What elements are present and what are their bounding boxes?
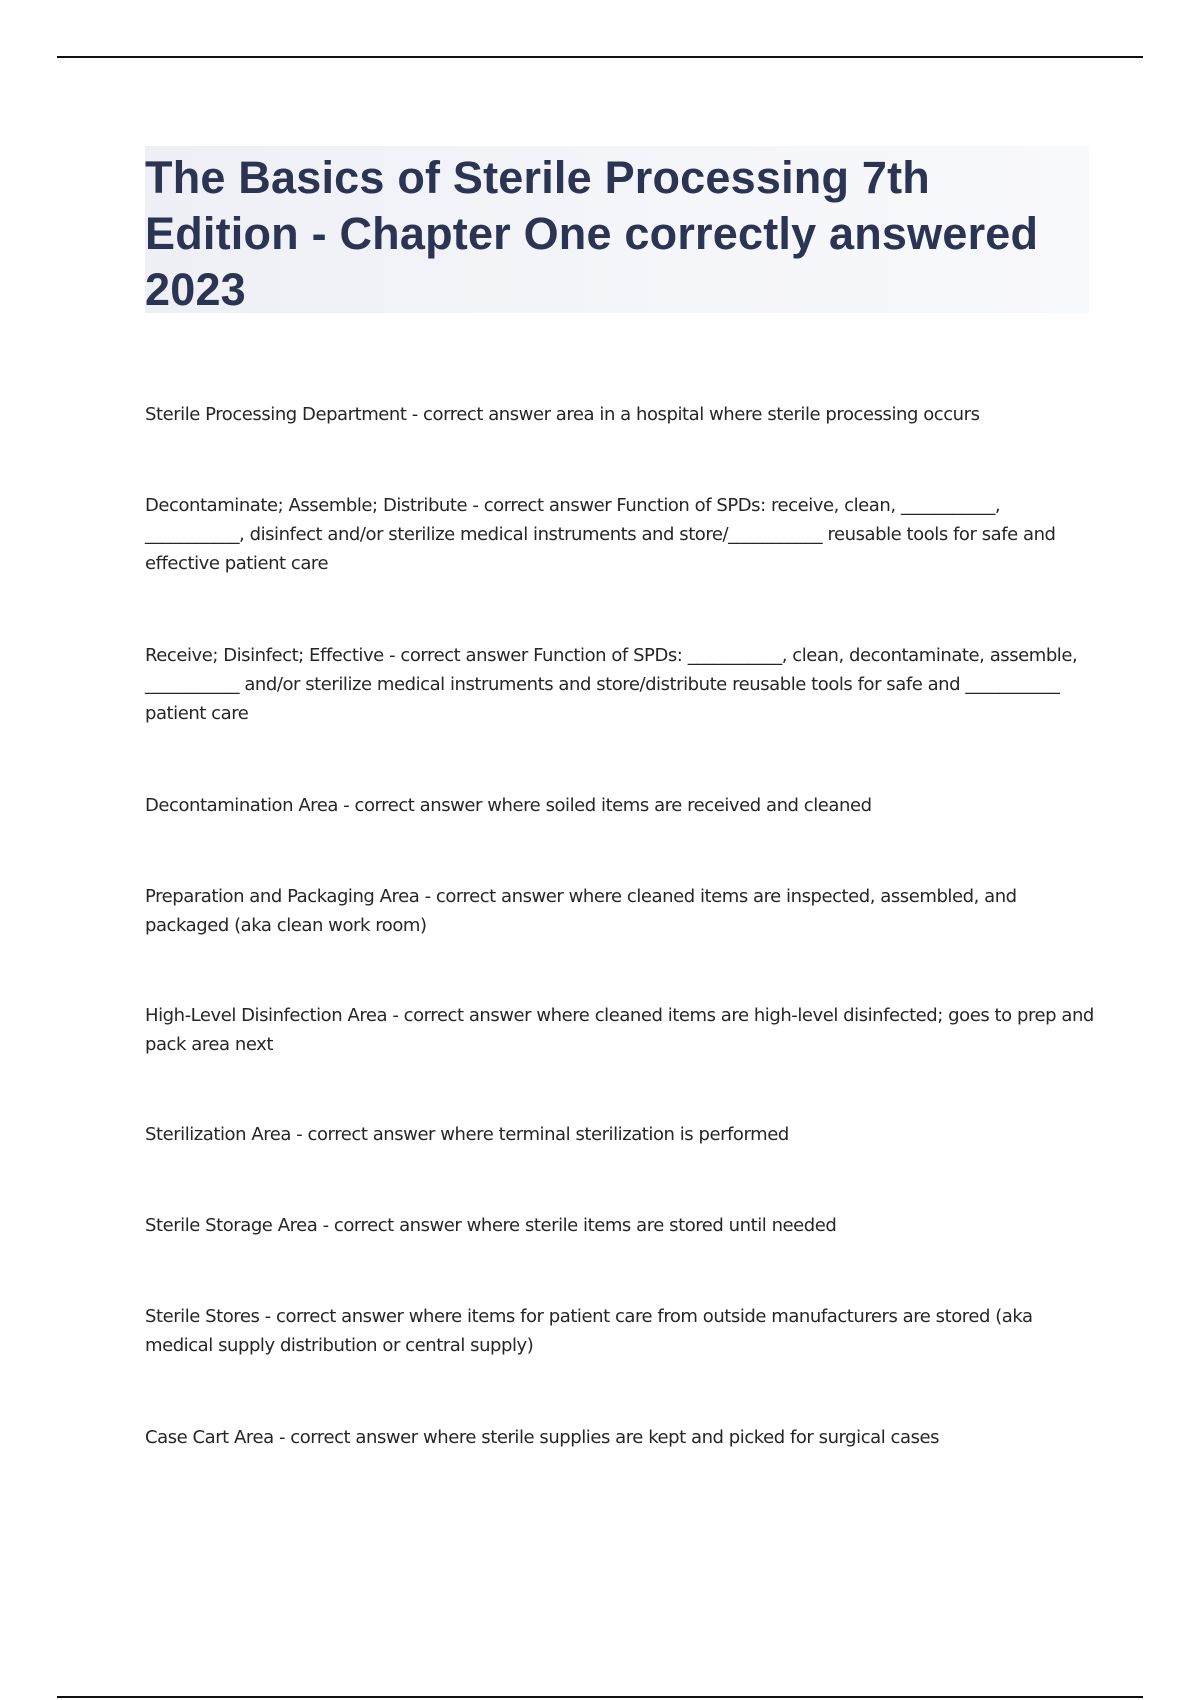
- top-divider: [57, 56, 1143, 58]
- title-banner: [145, 146, 1089, 313]
- qa-item: Decontaminate; Assemble; Distribute - correct answer Function of SPDs: receive, clean, ___________, ___________, disinfect and/or sterilize medical instruments and store/___________ reusable tools for safe and effective patient care: [145, 495, 1056, 574]
- qa-item: Sterile Processing Department - correct answer area in a hospital where sterile processing occurs: [145, 404, 980, 425]
- qa-item: Sterile Stores - correct answer where items for patient care from outside manufacturers are stored (aka medical supply distribution or central supply): [145, 1306, 1033, 1356]
- document-title: The Basics of Sterile Processing 7th Edition - Chapter One correctly answered 2023: [145, 152, 1039, 315]
- qa-item: Case Cart Area - correct answer where sterile supplies are kept and picked for surgical cases: [145, 1427, 940, 1448]
- qa-item: High-Level Disinfection Area - correct answer where cleaned items are high-level disinfected; goes to prep and pack area next: [145, 1005, 1094, 1055]
- qa-item: Sterilization Area - correct answer where terminal sterilization is performed: [145, 1124, 789, 1145]
- qa-item: Preparation and Packaging Area - correct answer where cleaned items are inspected, assembled, and packaged (aka clean work room): [145, 886, 1017, 936]
- qa-item: Decontamination Area - correct answer where soiled items are received and cleaned: [145, 795, 872, 816]
- qa-item: Sterile Storage Area - correct answer where sterile items are stored until needed: [145, 1215, 837, 1236]
- bottom-divider: [57, 1696, 1143, 1698]
- qa-item: Receive; Disinfect; Effective - correct answer Function of SPDs: ___________, clean, decontaminate, assemble, ___________ and/or sterilize medical instruments and store/distribute reusable tools for safe and ___________ patient care: [145, 645, 1078, 724]
